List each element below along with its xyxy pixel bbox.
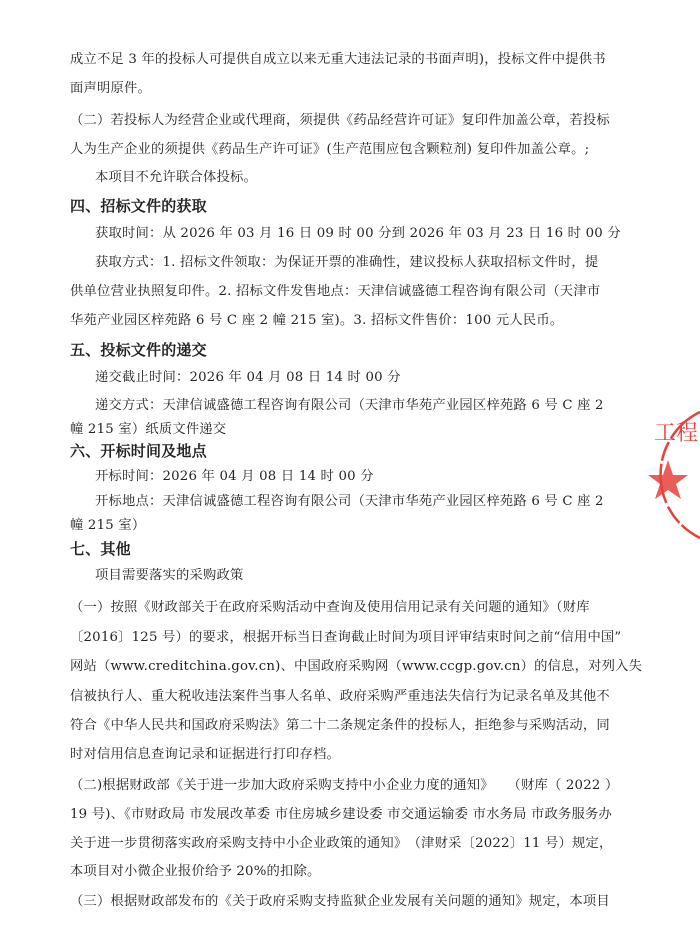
text-line: 开标时间：2026 年 04 月 08 日 14 时 00 分 — [95, 469, 374, 484]
text-line: （一）按照《财政部关于在政府采购活动中查询及使用信用记录有关问题的通知》（财库 — [70, 600, 590, 615]
text-line: 幢 215 室）纸质文件递交 — [70, 422, 227, 437]
text-line: （二）若投标人为经营企业或代理商，须提供《药品经营许可证》复印件加盖公章，若投标 — [70, 113, 610, 128]
svg-text:工程: 工程 — [654, 421, 699, 446]
text-line: 关于进一步贯彻落实政府采购支持中小企业政策的通知》 （津财采〔2022〕11 号）规定， — [70, 836, 613, 851]
text-line: 19 号)、《市财政局 市发展改革委 市住房城乡建设委 市交通运输委 市水务局 市政务服务办 — [70, 807, 613, 822]
text-line: 面声明原件。 — [70, 81, 151, 96]
section-heading: 七、其他 — [70, 540, 131, 558]
text-line: 信被执行人、重大税收违法案件当事人名单、政府采购严重违法失信行为记录名单及其他不 — [70, 689, 610, 704]
text-line: 本项目不允许联合体投标。 — [95, 170, 257, 185]
text-line: 时对信用信息查询记录和证据进行打印存档。 — [70, 747, 340, 762]
text-line: 〔2016〕125 号）的要求，根据开标当日查询截止时间为项目评审结束时间之前“信用中国” — [70, 630, 622, 645]
text-line: （三）根据财政部发布的《关于政府采购支持监狱企业发展有关问题的通知》规定，本项目 — [70, 894, 610, 909]
section-heading: 五、投标文件的递交 — [70, 341, 207, 359]
text-line: 华苑产业园区梓苑路 6 号 C 座 2 幢 215 室)。3. 招标文件售价：100 元人民币。 — [70, 313, 564, 328]
text-line: 幢 215 室） — [70, 518, 146, 533]
text-line: 开标地点：天津信诚盛德工程咨询有限公司（天津市华苑产业园区梓苑路 6 号 C 座 2 — [95, 494, 604, 509]
text-line: 获取方式：1. 招标文件领取：为保证开票的准确性，建议投标人获取招标文件时，提 — [95, 255, 599, 270]
text-line: 网站（www.creditchina.gov.cn)、中国政府采购网（www.ccgp.gov.cn）的信息，对列入失 — [70, 659, 643, 674]
text-line: 供单位营业执照复印件。2. 招标文件发售地点：天津信诚盛德工程咨询有限公司（天津市 — [70, 284, 601, 299]
text-line: 递交截止时间：2026 年 04 月 08 日 14 时 00 分 — [95, 370, 401, 385]
text-line: 人为生产企业的须提供《药品生产许可证》(生产范围应包含颗粒剂) 复印件加盖公章。; — [70, 142, 590, 157]
text-line: 符合《中华人民共和国政府采购法》第二十二条规定条件的投标人，拒绝参与采购活动，同 — [70, 718, 610, 733]
text-line: 递交方式：天津信诚盛德工程咨询有限公司（天津市华苑产业园区梓苑路 6 号 C 座 2 — [95, 398, 604, 413]
text-line: 本项目对小微企业报价给予 20%的扣除。 — [70, 864, 321, 879]
company-seal-stamp — [640, 400, 700, 550]
section-heading: 六、开标时间及地点 — [70, 442, 207, 460]
text-line: 获取时间：从 2026 年 03 月 16 日 09 时 00 分到 2026 年 03 月 23 日 16 时 00 分 — [95, 226, 621, 241]
star-icon — [648, 460, 688, 499]
text-line: 成立不足 3 年的投标人可提供自成立以来无重大违法记录的书面声明)，投标文件中提供书 — [70, 52, 606, 67]
text-line: 项目需要落实的采购政策 — [95, 568, 244, 583]
text-line: （二)根据财政部《关于进一步加大政府采购支持中小企业力度的通知》 （财库（ 2022 ） — [70, 778, 619, 793]
section-heading: 四、招标文件的获取 — [70, 197, 207, 215]
